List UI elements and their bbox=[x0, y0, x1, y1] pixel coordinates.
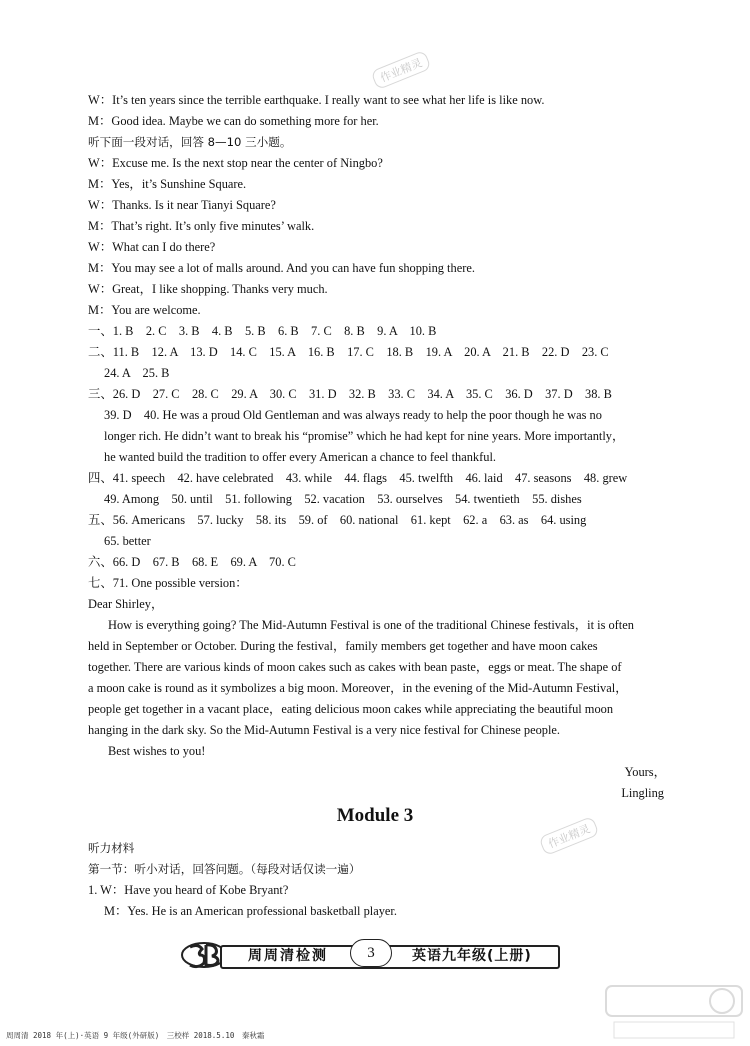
text-line: M：Yes，it’s Sunshine Square. bbox=[88, 177, 247, 191]
text-line: M：Yes. He is an American professional basketball player. bbox=[104, 904, 397, 918]
footer-banner bbox=[180, 937, 560, 973]
text-line: 五、56. Americans 57. lucky 58. its 59. of 60. national 61. kept 62. a 63. as 64. using bbox=[88, 513, 587, 527]
text-line: W：It’s ten years since the terrible earthquake. I really want to see what her life is like now. bbox=[88, 93, 545, 107]
watermark: 作业精灵 bbox=[370, 50, 431, 90]
text-line: Yours， bbox=[624, 765, 666, 779]
text-line: 1. W：Have you heard of Kobe Bryant? bbox=[88, 883, 289, 897]
text-line: M：That’s right. It’s only five minutes’ walk. bbox=[88, 219, 315, 233]
page-number: 3 bbox=[350, 939, 392, 967]
watermark: 作业精灵 bbox=[538, 816, 599, 856]
print-info: 周周清 2018 年(上)·英语 9 年级(外研版) 三校样 2018.5.10 秦秋霜 bbox=[6, 1031, 265, 1040]
text-line: W：What can I do there? bbox=[88, 240, 216, 254]
text-line: M：Good idea. Maybe we can do something more for her. bbox=[88, 114, 379, 128]
text-line: 听下面一段对话，回答 8—10 三小题。 bbox=[88, 135, 292, 149]
footer-left-label: 周周清检测 bbox=[248, 948, 328, 964]
text-line: W：Excuse me. Is the next stop near the center of Ningbo? bbox=[88, 156, 383, 170]
text-line: Dear Shirley， bbox=[88, 597, 164, 611]
text-line: M：You are welcome. bbox=[88, 303, 201, 317]
text-line: hanging in the dark sky. So the Mid-Autumn Festival is a very nice festival for Chinese people. bbox=[88, 723, 561, 737]
module-title: Module 3 bbox=[336, 805, 414, 826]
text-line: 24. A 25. B bbox=[104, 366, 170, 380]
text-line: W：Thanks. Is it near Tianyi Square? bbox=[88, 198, 276, 212]
text-line: Lingling bbox=[621, 786, 664, 800]
text-line: longer rich. He didn’t want to break his “promise” which he had kept for nine years. More importantly， bbox=[104, 429, 625, 443]
text-line: 四、41. speech 42. have celebrated 43. while 44. flags 45. twelfth 46. laid 47. seasons 48. grew bbox=[88, 471, 628, 485]
text-line: 七、71. One possible version： bbox=[88, 576, 248, 590]
text-line: Best wishes to you! bbox=[108, 744, 206, 758]
text-line: 听力材料 bbox=[88, 841, 135, 855]
text-line: 39. D 40. He was a proud Old Gentleman and was always ready to help the poor though he was no bbox=[104, 408, 602, 422]
text-line: held in September or October. During the festival，family members get together and have moon cakes bbox=[88, 639, 598, 653]
text-line: 三、26. D 27. C 28. C 29. A 30. C 31. D 32. B 33. C 34. A 35. C 36. D 37. D 38. B bbox=[88, 387, 612, 401]
text-line: How is everything going? The Mid-Autumn Festival is one of the traditional Chinese festivals，it is often bbox=[108, 618, 634, 632]
text-line: 六、66. D 67. B 68. E 69. A 70. C bbox=[88, 555, 296, 569]
site-watermark-logo-icon bbox=[604, 984, 744, 1042]
text-line: 二、11. B 12. A 13. D 14. C 15. A 16. B 17. C 18. B 19. A 20. A 21. B 22. D 23. C bbox=[88, 345, 609, 359]
footer-right-label: 英语九年级(上册) bbox=[412, 948, 532, 964]
text-line: W：Great，I like shopping. Thanks very much. bbox=[88, 282, 328, 296]
text-line: M：You may see a lot of malls around. And you can have fun shopping there. bbox=[88, 261, 475, 275]
text-line: 第一节：听小对话，回答问题。（每段对话仅读一遍） bbox=[88, 862, 361, 876]
text-line: he wanted build the tradition to offer every American a chance to feel thankful. bbox=[104, 450, 496, 464]
text-line: people get together in a vacant place，eating delicious moon cakes while appreciating the beautiful moon bbox=[88, 702, 614, 716]
text-line: 49. Among 50. until 51. following 52. vacation 53. ourselves 54. twentieth 55. dishes bbox=[104, 492, 582, 506]
text-line: 一、1. B 2. C 3. B 4. B 5. B 6. B 7. C 8. B 9. A 10. B bbox=[88, 324, 437, 338]
text-line: together. There are various kinds of moon cakes such as cakes with bean paste，eggs or meat. The shape of bbox=[88, 660, 622, 674]
text-line: 65. better bbox=[104, 534, 151, 548]
text-line: a moon cake is round as it symbolizes a big moon. Moreover，in the evening of the Mid-Autumn Festival， bbox=[88, 681, 628, 695]
